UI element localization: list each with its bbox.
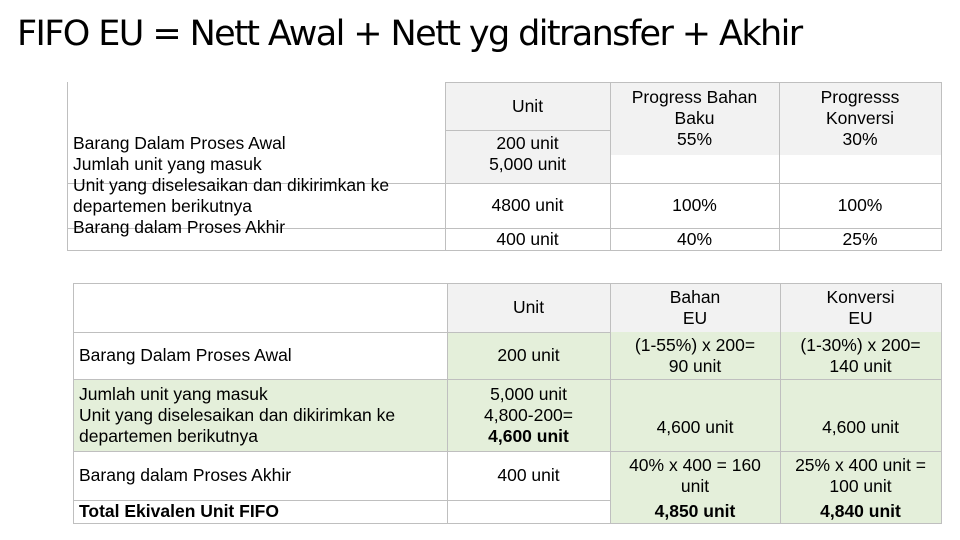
- cell-unit-selesai: 4800 unit: [491, 195, 564, 215]
- cell-unit-awal: 200 unit: [496, 133, 559, 153]
- grid-line: [67, 250, 942, 251]
- col-header-unit: Unit: [512, 297, 545, 317]
- row-label-total: Total Ekivalen Unit FIFO: [79, 501, 279, 521]
- cell-konversi-selesai: 4,600 unit: [822, 417, 899, 437]
- formula-line: 25% x 400 unit =: [795, 455, 926, 475]
- row-label: departemen berikutnya: [73, 196, 252, 216]
- row-label: Barang dalam Proses Akhir: [73, 217, 286, 237]
- row-label: departemen berikutnya: [79, 425, 258, 446]
- header-line: Konversi: [825, 108, 895, 128]
- formula-line: 90 unit: [668, 355, 722, 376]
- row-label: Jumlah unit yang masuk: [79, 383, 268, 404]
- row-label-selesai: [73, 379, 447, 451]
- grid-line: [445, 130, 610, 131]
- formula-line: 40% x 400 = 160: [629, 455, 761, 475]
- grid-line: [941, 82, 942, 251]
- row-label: Barang Dalam Proses Awal: [73, 133, 286, 153]
- cell-unit-akhir: 400 unit: [497, 465, 560, 485]
- cell-bahan-awal: [610, 332, 780, 379]
- cell-konversi-akhir: 25%: [842, 228, 878, 249]
- formula-line: (1-55%) x 200=: [634, 334, 756, 355]
- formula-line: 140 unit: [829, 355, 892, 376]
- cell-unit-awal-masuk: [445, 133, 610, 181]
- page-title: FIFO EU = Nett Awal + Nett yg ditransfer + Akhir: [17, 14, 802, 54]
- row-label: Unit yang diselesaikan dan dikirimkan ke: [79, 404, 396, 425]
- col-header-bahan-eu: [610, 284, 780, 332]
- header-line: Progress Bahan: [631, 87, 758, 107]
- col-header-konversi-eu: [780, 284, 941, 332]
- cell-bahan-awal: 55%: [676, 129, 713, 149]
- col-header-progress-bahan: [610, 82, 779, 155]
- row-label-awal: Barang Dalam Proses Awal: [79, 345, 292, 365]
- cell-bahan-selesai: 4,600 unit: [656, 417, 734, 437]
- header-line: Konversi: [826, 287, 895, 307]
- header-line: Bahan: [669, 287, 721, 307]
- formula-line: 4,800-200=: [483, 404, 574, 425]
- cell-bahan-akhir: 40%: [676, 228, 713, 249]
- cell-bahan-total: 4,850 unit: [654, 501, 736, 521]
- header-line: Progresss: [820, 87, 900, 107]
- formula-line: 5,000 unit: [490, 383, 567, 404]
- formula-line: 100 unit: [829, 476, 892, 496]
- cell-konversi-akhir: [780, 453, 941, 499]
- grid-line: [941, 283, 942, 524]
- header-line: EU: [682, 308, 708, 328]
- cell-konversi-selesai: 100%: [837, 195, 883, 215]
- formula-line: (1-30%) x 200=: [800, 334, 921, 355]
- cell-unit-selesai: [447, 379, 610, 451]
- col-header-progress-konversi: [779, 82, 941, 155]
- cell-unit-awal: 200 unit: [497, 345, 560, 365]
- formula-line: unit: [680, 476, 710, 496]
- formula-result: 4,600 unit: [488, 425, 569, 446]
- cell-konversi-awal: 30%: [842, 129, 878, 149]
- grid-line: [73, 523, 942, 524]
- cell-konversi-total: 4,840 unit: [820, 501, 901, 521]
- cell-bahan-selesai: 100%: [672, 195, 717, 215]
- cell-unit-masuk: 5,000 unit: [489, 154, 566, 174]
- header-line: EU: [848, 308, 873, 328]
- col-header-unit: Unit: [511, 95, 544, 116]
- cell-unit-akhir: 400 unit: [496, 228, 559, 249]
- row-labels: [67, 133, 445, 238]
- header-line: Baku: [674, 108, 715, 128]
- row-label-akhir: Barang dalam Proses Akhir: [79, 465, 292, 485]
- row-label: Jumlah unit yang masuk: [73, 154, 262, 174]
- cell-bahan-akhir: [610, 453, 780, 499]
- cell-konversi-awal: [780, 332, 941, 379]
- row-label: Unit yang diselesaikan dan dikirimkan ke: [73, 175, 390, 195]
